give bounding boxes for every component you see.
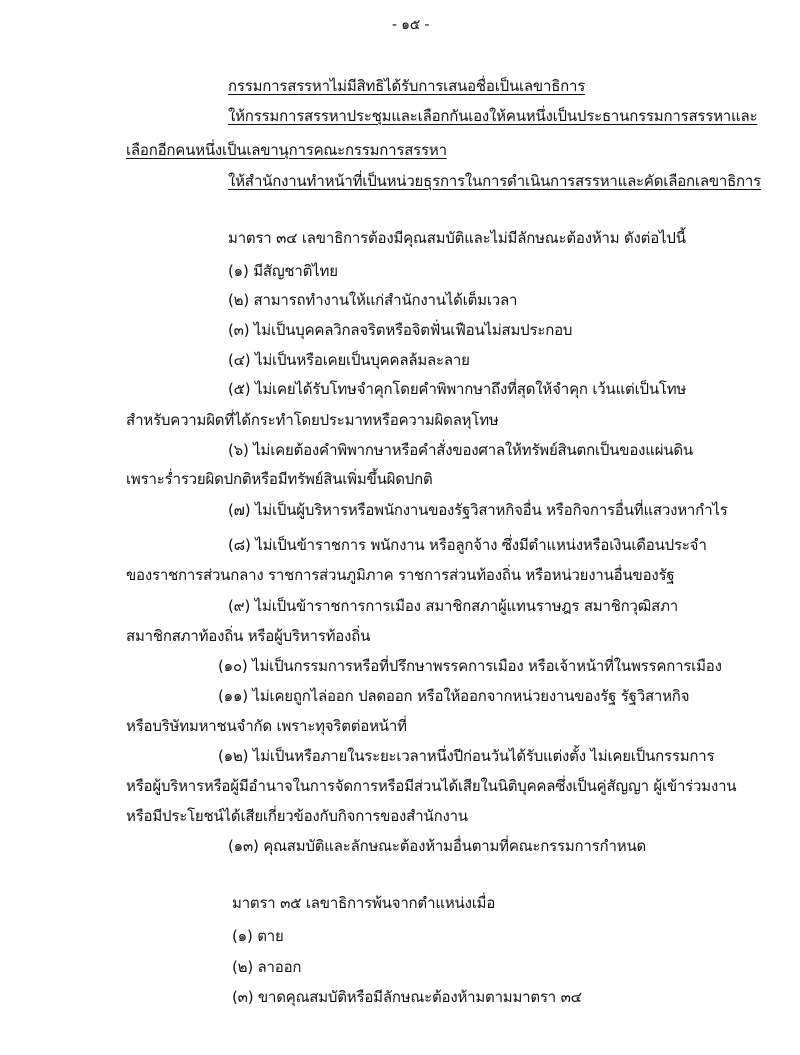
page-number: - ๑๕ - (392, 17, 430, 33)
section-35-heading: มาตรา ๓๕ เลขาธิการพ้นจากตำแหน่งเมื่อ (232, 894, 496, 912)
text-line: สมาชิกสภาท้องถิ่น หรือผู้บริหารท้องถิ่น (126, 627, 371, 645)
list-item: (๑) มีสัญชาติไทย (228, 262, 338, 280)
text-line: หรือบริษัทมหาชนจำกัด เพราะทุจริตต่อหน้าที่ (126, 717, 407, 735)
list-item: (๓) ขาดคุณสมบัติหรือมีลักษณะต้องห้ามตามมาตรา ๓๔ (232, 988, 582, 1006)
list-item: (๒) ลาออก (232, 958, 302, 976)
text-line: หรือมีประโยชน์ได้เสียเกี่ยวข้องกับกิจการของสำนักงาน (126, 807, 468, 825)
list-item: (๖) ไม่เคยต้องคำพิพากษาหรือคำสั่งของศาลให้ทรัพย์สินตกเป็นของแผ่นดิน (228, 441, 693, 459)
list-item: (๑๐) ไม่เป็นกรรมการหรือที่ปรึกษาพรรคการเมือง หรือเจ้าหน้าที่ในพรรคการเมือง (218, 657, 722, 675)
text-line: ให้สำนักงานทำหน้าที่เป็นหน่วยธุรการในการดำเนินการสรรหาและคัดเลือกเลขาธิการ (228, 172, 762, 190)
list-item: (๑๑) ไม่เคยถูกไล่ออก ปลดออก หรือให้ออกจากหน่วยงานของรัฐ รัฐวิสาหกิจ (218, 687, 690, 705)
list-item: (๘) ไม่เป็นข้าราชการ พนักงาน หรือลูกจ้าง ซึ่งมีตำแหน่งหรือเงินเดือนประจำ (228, 536, 707, 554)
text-line: เพราะร่ำรวยผิดปกติหรือมีทรัพย์สินเพิ่มขึ้นผิดปกติ (126, 470, 433, 488)
list-item: (๔) ไม่เป็นหรือเคยเป็นบุคคลล้มละลาย (228, 351, 470, 369)
text-line: สำหรับความผิดที่ได้กระทำโดยประมาทหรือความผิดลหุโทษ (126, 411, 499, 429)
text-line: กรรมการสรรหาไม่มีสิทธิได้รับการเสนอชื่อเป็นเลขาธิการ (228, 77, 586, 95)
text-line: ให้กรรมการสรรหาประชุมและเลือกกันเองให้คนหนึ่งเป็นประธานกรรมการสรรหาและ (228, 107, 758, 125)
list-item: (๓) ไม่เป็นบุคคลวิกลจริตหรือจิตฟั่นเฟือนไม่สมประกอบ (228, 321, 573, 339)
list-item: (๑๓) คุณสมบัติและลักษณะต้องห้ามอื่นตามที่คณะกรรมการกำหนด (228, 837, 647, 855)
section-34-heading: มาตรา ๓๔ เลขาธิการต้องมีคุณสมบัติและไม่มีลักษณะต้องห้าม ดังต่อไปนี้ (228, 229, 686, 247)
text-line: ของราชการส่วนกลาง ราชการส่วนภูมิภาค ราชการส่วนท้องถิ่น หรือหน่วยงานอื่นของรัฐ (126, 566, 675, 584)
list-item: (๑๒) ไม่เป็นหรือภายในระยะเวลาหนึ่งปีก่อนวันได้รับแต่งตั้ง ไม่เคยเป็นกรรมการ (218, 747, 715, 765)
list-item: (๒) สามารถทำงานให้แก่สำนักงานได้เต็มเวลา (228, 291, 518, 309)
list-item: (๕) ไม่เคยได้รับโทษจำคุกโดยคำพิพากษาถึงที่สุดให้จำคุก เว้นแต่เป็นโทษ (228, 380, 687, 398)
list-item: (๑) ตาย (232, 927, 284, 945)
text-line: เลือกอีกคนหนึ่งเป็นเลขานุการคณะกรรมการสรรหา (126, 141, 447, 159)
text-line: หรือผู้บริหารหรือผู้มีอำนาจในการจัดการหรือมีส่วนได้เสียในนิติบุคคลซึ่งเป็นคู่สัญญา ผู้เข้าร่วมงาน (126, 777, 737, 795)
list-item: (๗) ไม่เป็นผู้บริหารหรือพนักงานของรัฐวิสาหกิจอื่น หรือกิจการอื่นที่แสวงหากำไร (228, 501, 728, 519)
list-item: (๙) ไม่เป็นข้าราชการการเมือง สมาชิกสภาผู้แทนราษฎร สมาชิกวุฒิสภา (228, 597, 678, 615)
